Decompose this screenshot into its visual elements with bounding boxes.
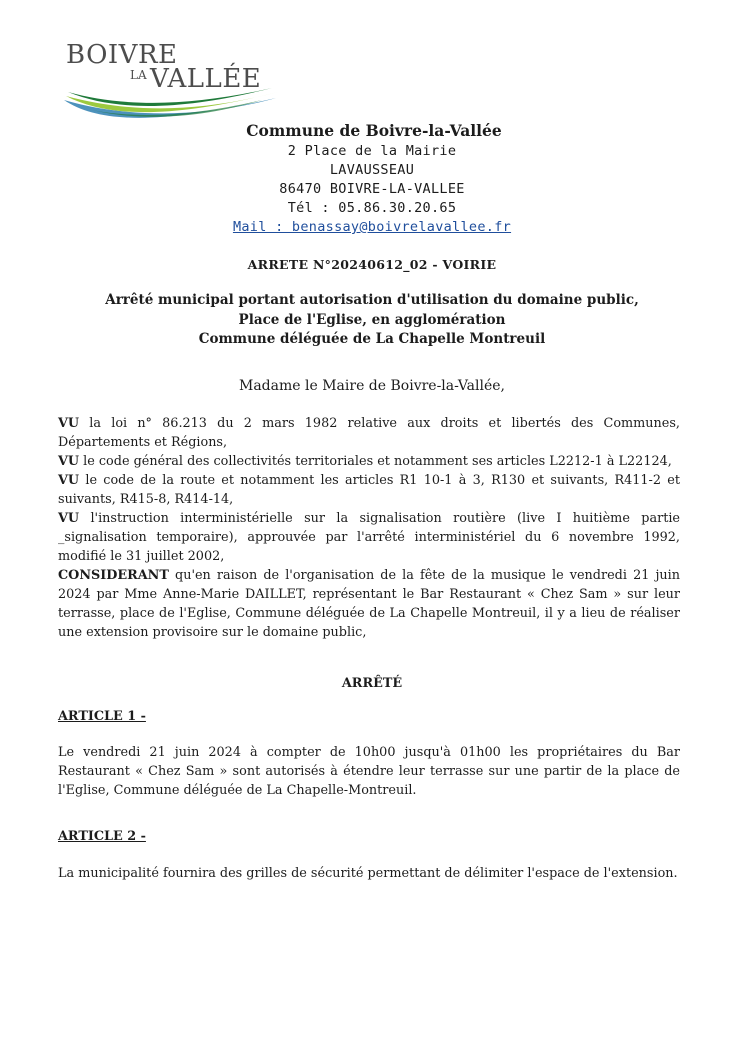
subject-line-1: Arrêté municipal portant autorisation d'utilisation du domaine public, [105, 292, 639, 308]
arrete-number: ARRETE N°20240612_02 - VOIRIE [247, 257, 497, 272]
logo-word-la: LA [130, 68, 147, 82]
logo-swoosh-icon [62, 86, 282, 124]
consideration-cgct: VU le code général des collectivités territoriales et notamment ses articles L2212-1 à L22124, [58, 454, 672, 469]
article-1-text: Le vendredi 21 juin 2024 à compter de 10h00 jusqu'à 01h00 les propriétaires du Bar Restaurant « Chez Sam » sont autorisés à étendre leur terrasse sur une partir de la place de l'Eglise, Commune déléguée de La Chapelle-Montreuil. [58, 745, 680, 798]
mail-text[interactable]: Mail : benassay@boivrelavallee.fr [232, 219, 512, 235]
address-line-1: 2 Place de la Mairie [287, 143, 457, 159]
logo-word-vallee: VALLÉE [150, 64, 262, 94]
boivre-la-vallee-logo [62, 38, 282, 123]
address-line-3: 86470 BOIVRE-LA-VALLEE [279, 181, 465, 197]
mail-link[interactable] [0, 219, 744, 235]
subject-line-3: Commune déléguée de La Chapelle Montreuil [198, 331, 546, 347]
arrete-title: ARRÊTÉ [341, 676, 403, 691]
logo-word-boivre: BOIVRE [66, 40, 178, 70]
consideration-loi: VU la loi n° 86.213 du 2 mars 1982 relative aux droits et libertés des Communes, Départements et Régions, [58, 416, 680, 450]
consideration-code-route: VU le code de la route et notamment les articles R1 10-1 à 3, R130 et suivants, R411-2 et suivants, R415-8, R414-14, [58, 473, 680, 507]
considerations-block [58, 414, 680, 642]
article-1-heading: ARTICLE 1 - [58, 709, 146, 724]
subject-line-2: Place de l'Eglise, en agglomération [238, 312, 506, 328]
phone-line: Tél : 05.86.30.20.65 [287, 200, 457, 216]
address-line-2: LAVAUSSEAU [329, 162, 415, 178]
consideration-instruction: VU l'instruction interministérielle sur la signalisation routière (live I huitième partie _signalisation temporaire), approuvée par l'arrêté interministériel du 6 novembre 1992, modifié le 31 juillet 2002, [58, 511, 680, 564]
article-2-heading: ARTICLE 2 - [58, 829, 146, 844]
article-2-text: La municipalité fournira des grilles de sécurité permettant de délimiter l'espace de l'extension. [58, 866, 678, 881]
consideration-considerant: CONSIDERANT qu'en raison de l'organisation de la fête de la musique le vendredi 21 juin 2024 par Mme Anne-Marie DAILLET, représentant le Bar Restaurant « Chez Sam » sur leur terrasse, place de l'Eglise, Commune déléguée de La Chapelle Montreuil, il y a lieu de réaliser une extension provisoire sur le domaine public, [58, 568, 680, 640]
salutation: Madame le Maire de Boivre-la-Vallée, [239, 378, 505, 394]
commune-name: Commune de Boivre-la-Vallée [246, 121, 502, 140]
